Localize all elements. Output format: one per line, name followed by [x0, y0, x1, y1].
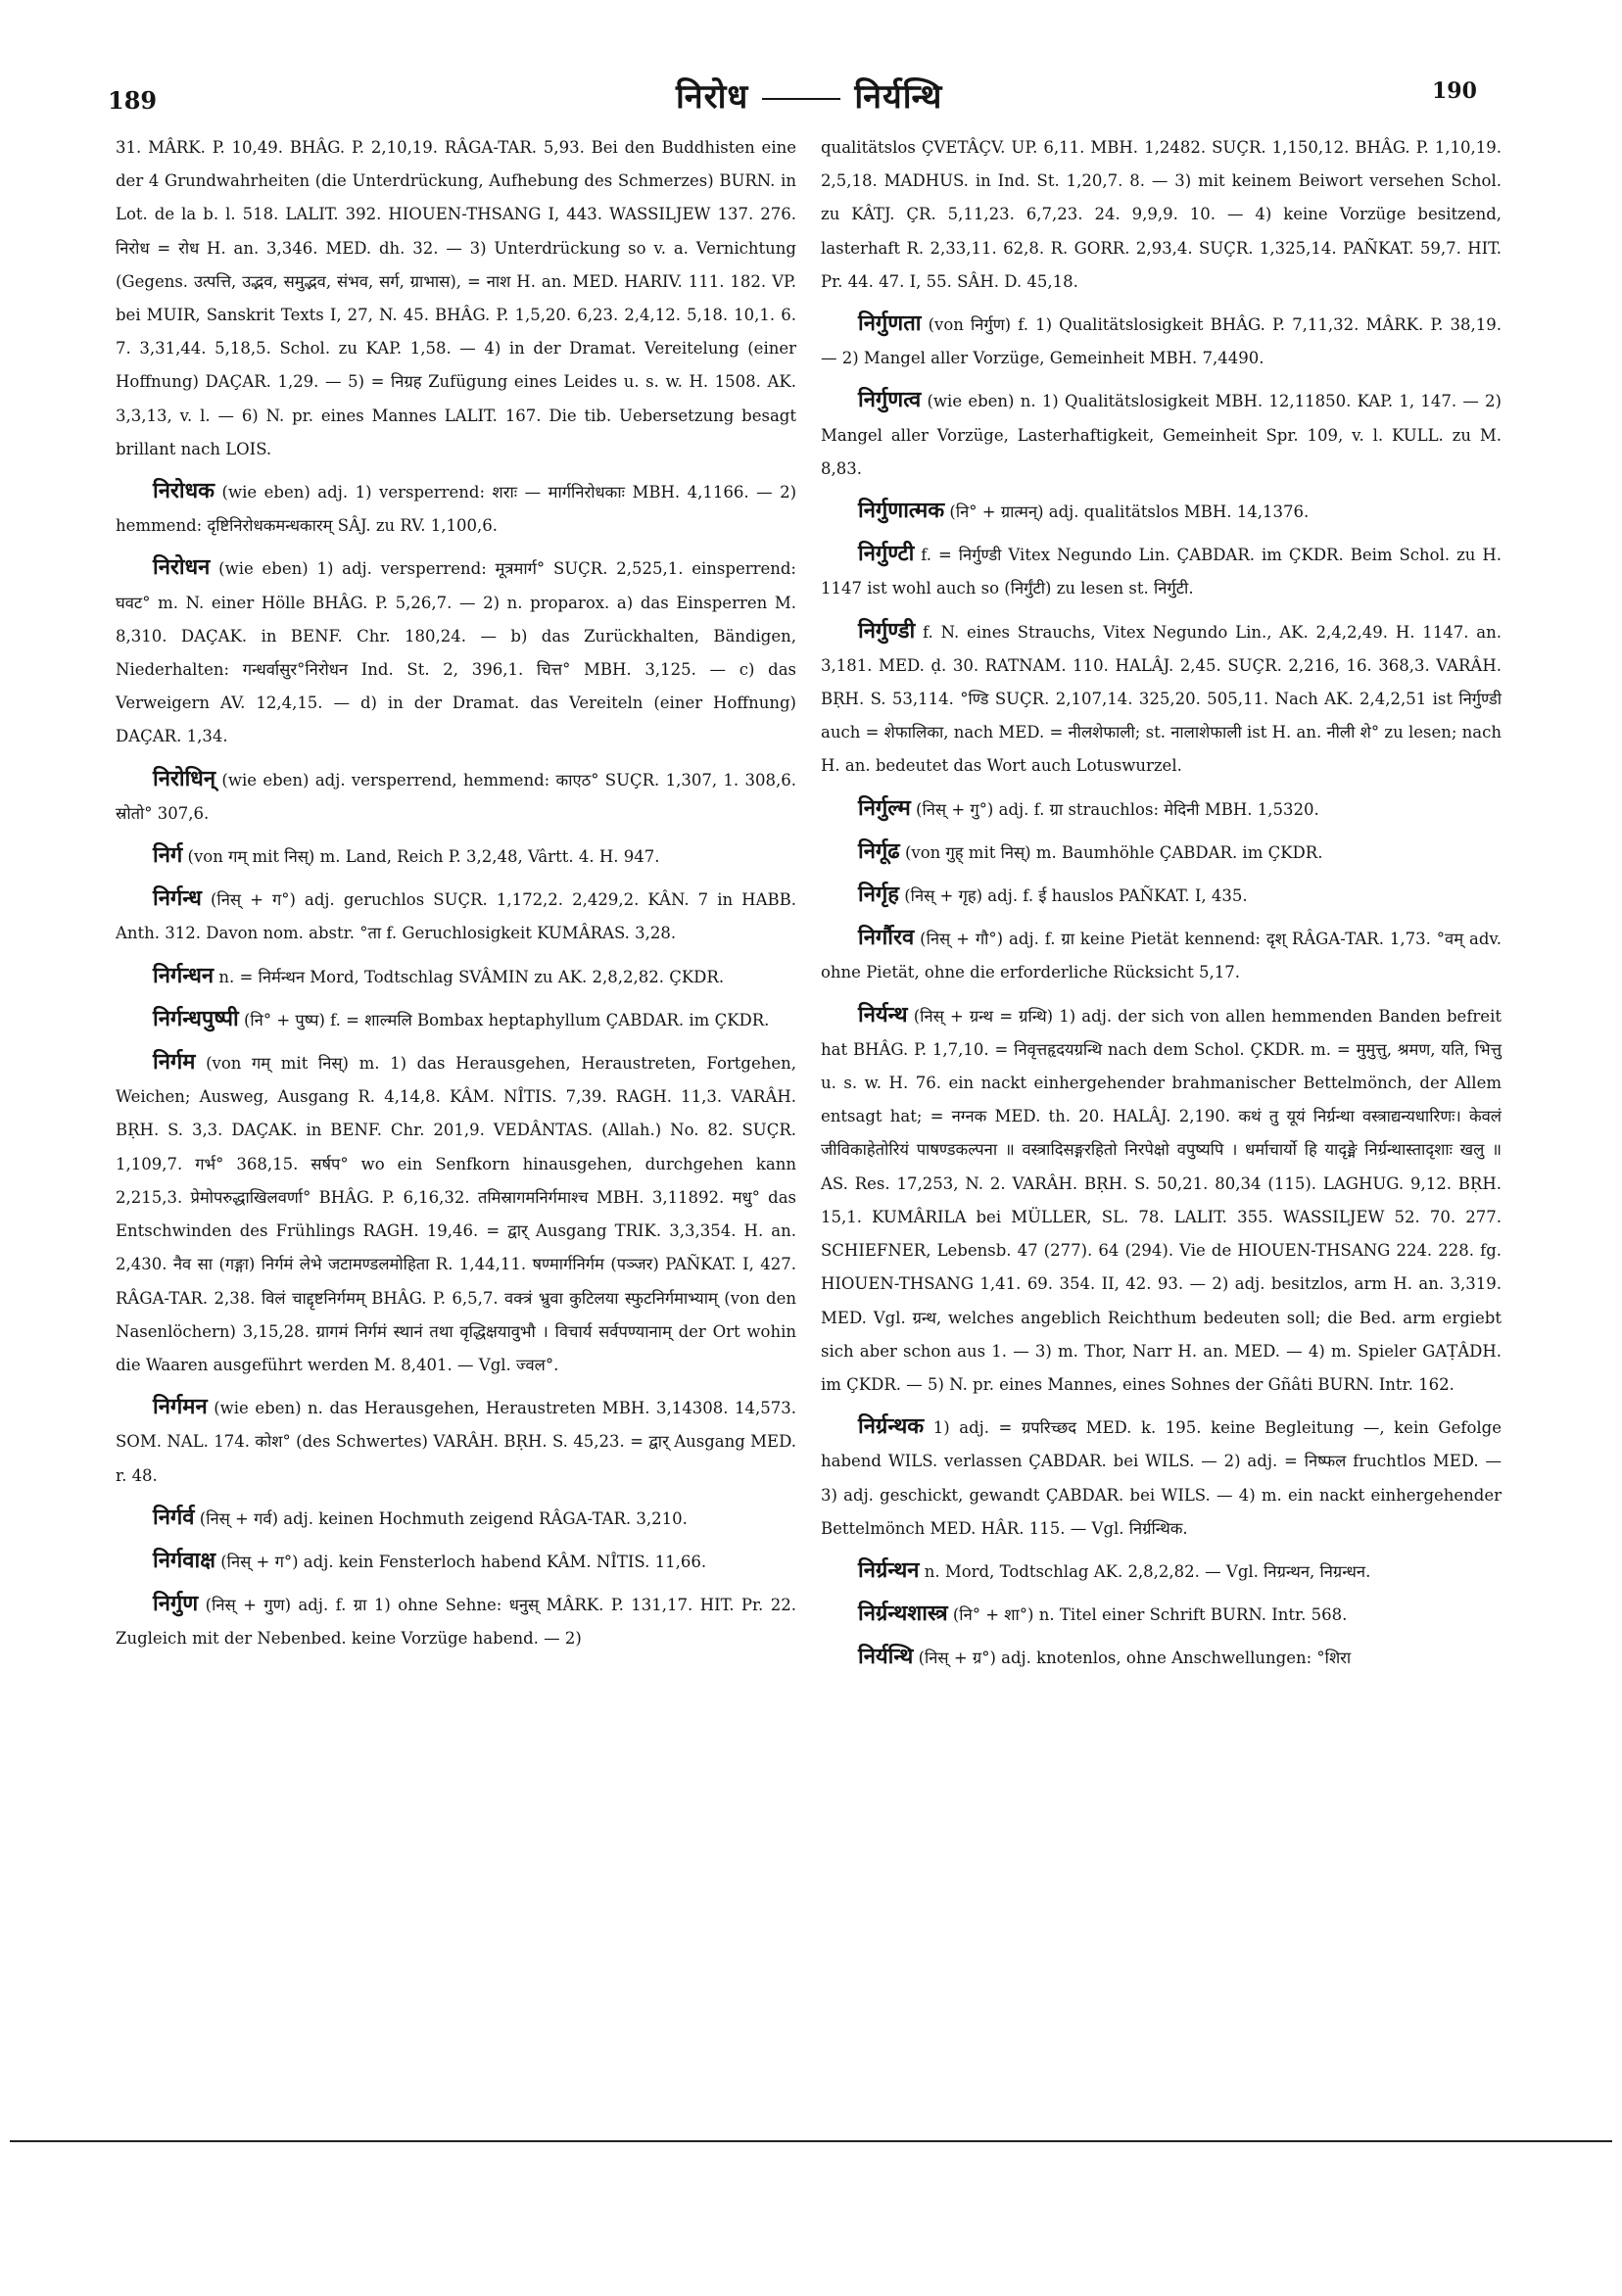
entry-headword: निर्ग — [153, 842, 183, 869]
dictionary-entry — [116, 474, 796, 543]
entry-headword: निर्गम — [153, 1049, 196, 1076]
right-column — [821, 131, 1502, 1684]
running-head-dash — [762, 98, 840, 100]
dictionary-entry — [821, 1410, 1502, 1546]
dictionary-entry — [116, 838, 796, 874]
entry-text: n. = निर्मन्थन Mord, Todtschlag SVÂMIN zu AK. 2,8,2,82. ÇKDR. — [218, 967, 725, 986]
entry-text: qualitätslos ÇVETÂÇV. UP. 6,11. MBH. 1,2482. SUÇR. 1,150,12. BHÂG. P. 1,10,19. 2,5,18. MADHUS. in Ind. St. 1,20,7. 8. — 3) mit keinem Beiwort versehen Schol. zu KÂTJ. ÇR. 5,11,23. 6,7,23. 24. 9,9,9. 10. — 4) keine Vorzüge besitzend, lasterhaft R. 2,33,11. 62,8. R. GORR. 2,93,4. SUÇR. 1,325,14. PAÑKAT. 59,7. HIT. Pr. 44. 47. I, 55. SÂH. D. 45,18. — [821, 138, 1502, 291]
entry-headword: निर्गुण्टी — [858, 541, 915, 567]
entry-text: (wie eben) adj. versperrend, hemmend: काएठ° SUÇR. 1,307, 1. 308,6. स्रोतो° 307,6. — [116, 770, 796, 823]
bottom-rule — [10, 2140, 1612, 2142]
entry-text: (von गुह् mit निस्) m. Baumhöhle ÇABDAR. im ÇKDR. — [904, 842, 1323, 862]
running-head-last: निर्यन्थि — [854, 77, 943, 117]
dictionary-entry — [116, 1045, 796, 1382]
dictionary-entry — [116, 550, 796, 753]
entry-text: (निस् + ग्र°) adj. knotenlos, ohne Anschwellungen: °शिरा — [918, 1649, 1352, 1668]
dictionary-entry — [821, 537, 1502, 605]
entry-headword: निर्गन्धन — [153, 962, 215, 988]
entry-text: (wie eben) adj. 1) versperrend: शराः — मार्गनिरोधकाः MBH. 4,1166. — 2) hemmend: दृष्टिनिरोधकमन्धकारम् SÂJ. zu RV. 1,100,6. — [116, 483, 797, 536]
entry-text: (नि° + शा°) n. Titel einer Schrift BURN. Intr. 568. — [952, 1605, 1348, 1625]
entry-text: (von निर्गुण) f. 1) Qualitätslosigkeit BHÂG. P. 7,11,32. MÂRK. P. 38,19. — 2) Mangel aller Vorzüge, Gemeinheit MBH. 7,4490. — [821, 315, 1502, 368]
entry-text: 1) adj. = ग्रपरिच्छद MED. k. 195. keine Begleitung —, kein Gefolge habend WILS. verlassen ÇABDAR. bei WILS. — 2) adj. = निष्फल fruchtlos MED. — 3) adj. geschickt, gewandt ÇABDAR. bei WILS. — 4) m. ein nackt einhergehender Bettelmönch MED. HÂR. 115. — Vgl. निर्ग्रन्थिक. — [821, 1418, 1503, 1538]
entry-headword: निर्गवाक्ष — [153, 1547, 215, 1573]
dictionary-entry — [116, 1002, 796, 1037]
dictionary-entry — [116, 1544, 796, 1579]
dictionary-entry — [116, 762, 796, 831]
entry-headword: निर्गुण्डी — [858, 617, 916, 644]
entry-headword: निर्गुण — [153, 1591, 199, 1617]
entry-text: n. Mord, Todtschlag AK. 2,8,2,82. — Vgl. निग्रन्थन, निग्रन्धन. — [924, 1561, 1371, 1581]
running-head-first: निरोध — [676, 77, 749, 117]
entry-text: (निस् + गु°) adj. f. ग्रा strauchlos: मेदिनी MBH. 1,5320. — [916, 799, 1319, 819]
entry-headword: निर्गमन — [153, 1394, 208, 1420]
dictionary-entry — [116, 1587, 796, 1655]
dictionary-entry — [116, 1501, 796, 1536]
entry-headword: निर्यन्थ — [858, 1001, 908, 1028]
left-column — [116, 131, 796, 1664]
entry-headword: निर्ग्रन्थन — [858, 1556, 920, 1583]
dictionary-entry — [821, 791, 1502, 827]
entry-text: (wie eben) n. 1) Qualitätslosigkeit MBH. 12,11850. KAP. 1, 147. — 2) Mangel aller Vorzüge, Lasterhaftigkeit, Gemeinheit Spr. 109, v. l. KULL. zu M. 8,83. — [821, 392, 1502, 478]
dictionary-entry — [821, 1640, 1502, 1675]
entry-text: (निस् + गृह) adj. f. ई hauslos PAÑKAT. I, 435. — [904, 886, 1248, 906]
entry-headword: निरोधिन् — [153, 765, 216, 791]
entry-headword: निर्गूढ — [858, 837, 900, 864]
entry-headword: निर्गन्धपुष्पी — [153, 1005, 239, 1031]
entry-text: (von गम् mit निस्) m. 1) das Herausgehen, Heraustreten, Fortgehen, Weichen; Ausweg, Ausgang R. 4,14,8. KÂM. NÎTIS. 7,39. RAGH. 11,3. VARÂH. BṚH. S. 3,3. DAÇAK. in BENF. Chr. 201,9. VEDÂNTAS. (Allah.) No. 82. SUÇR. 1,109,7. गर्भ° 368,15. सर्षप° wo ein Senfkorn hinausgehen, durchgehen kann 2,215,3. प्रेमोपरुद्धाखिलवर्णा° BHÂG. P. 6,16,32. तमिस्रागमनिर्गमाश्च MBH. 3,11892. मधु° das Entschwinden des Frühlings RAGH. 19,46. = द्वार् Ausgang TRIK. 3,3,354. H. an. 2,430. नैव सा (गङ्गा) निर्गमं लेभे जटामण्डलमोहिता R. 1,44,11. षण्मार्गनिर्गम (पञ्जर) PAÑKAT. I, 427. RÂGA-TAR. 2,38. विलं चाद्दृष्टनिर्गमम् BHÂG. P. 6,5,7. वक्त्रं भ्रुवा कुटिलया स्फुटनिर्गमाभ्याम् (von den Nasenlöchern) 3,15,28. ग्रागमं निर्गमं स्थानं तथा वृद्धिक्षयावुभौ । विचार्य सर्वपण्यानाम् der Ort wohin die Waaren ausgeführt werden M. 8,401. — Vgl. ज्वल°. — [116, 1054, 797, 1374]
dictionary-entry — [821, 998, 1502, 1402]
entry-text: (wie eben) n. das Herausgehen, Heraustreten MBH. 3,14308. 14,573. SOM. NAL. 174. कोश° (des Schwertes) VARÂH. BṚH. S. 45,23. = द्वार् Ausgang MED. r. 48. — [116, 1399, 796, 1485]
dictionary-entry — [821, 1597, 1502, 1632]
dictionary-entry — [821, 614, 1502, 784]
entry-headword: निर्ग्रन्थक — [858, 1413, 925, 1440]
page-number-left: 189 — [108, 86, 158, 115]
entry-text: (निस् + गुण) adj. f. ग्रा 1) ohne Sehne: धनुस् MÂRK. P. 131,17. HIT. Pr. 22. Zugleich mit der Nebenbed. keine Vorzüge habend. — 2) — [116, 1596, 796, 1649]
entry-text: 31. MÂRK. P. 10,49. BHÂG. P. 2,10,19. RÂGA-TAR. 5,93. Bei den Buddhisten eine der 4 Grundwahrheiten (die Unterdrückung, Aufhebung des Schmerzes) BURN. in Lot. de la b. l. 518. LALIT. 392. HIOUEN-THSANG I, 443. WASSILJEW 137. 276. निरोध = रोध H. an. 3,346. MED. dh. 32. — 3) Unterdrückung so v. a. Vernichtung (Gegens. उत्पत्ति, उद्भव, समुद्भव, संभव, सर्ग, ग्राभास), = नाश H. an. MED. HARIV. 111. 182. VP. bei MUIR, Sanskrit Texts I, 27, N. 45. BHÂG. P. 1,5,20. 6,23. 2,4,12. 5,18. 10,1. 6. 7. 3,31,44. 5,18,5. Schol. zu KAP. 1,58. — 4) in der Dramat. Vereitelung (einer Hoffnung) DAÇAR. 1,29. — 5) = निग्रह Zufügung eines Leides u. s. w. H. 1508. AK. 3,3,13, v. l. — 6) N. pr. eines Mannes LALIT. 167. Die tib. Uebersetzung besagt brillant nach LOIS. — [116, 138, 796, 458]
continued-text — [821, 131, 1502, 299]
dictionary-entry — [821, 921, 1502, 989]
running-head — [676, 72, 942, 118]
dictionary-entry — [821, 1554, 1502, 1589]
entry-headword: निर्गुणता — [858, 311, 922, 337]
entry-text: (नि° + पुष्प) f. = शाल्मलि Bombax heptaphyllum ÇABDAR. im ÇKDR. — [243, 1010, 770, 1029]
entry-text: (निस् + ग°) adj. kein Fensterloch habend KÂM. NÎTIS. 11,66. — [220, 1552, 707, 1571]
page-number-right: 190 — [1432, 78, 1477, 104]
dictionary-entry — [116, 959, 796, 994]
entry-text: f. N. eines Strauchs, Vitex Negundo Lin., AK. 2,4,2,49. H. 1147. an. 3,181. MED. ḍ. 30. RATNAM. 110. HALÂJ. 2,45. SUÇR. 2,216, 16. 368,3. VARÂH. BṚH. S. 53,114. °ण्डि SUÇR. 2,107,14. 325,20. 505,11. Nach AK. 2,4,2,51 ist निर्गुण्डी auch = शेफालिका, nach MED. = नीलशेफाली; st. नालाशेफाली ist H. an. नीली शे° zu lesen; nach H. an. bedeutet das Wort auch Lotuswurzel. — [821, 622, 1503, 776]
entry-text: (नि° + ग्रात्मन्) adj. qualitätslos MBH. 14,1376. — [949, 502, 1310, 522]
continued-text — [116, 131, 796, 466]
entry-headword: निर्गुल्म — [858, 794, 911, 821]
dictionary-entry — [821, 878, 1502, 913]
dictionary-entry — [821, 494, 1502, 529]
entry-text: (wie eben) 1) adj. versperrend: मूत्रमार्ग° SUÇR. 2,525,1. einsperrend: घवट° m. N. einer Hölle BHÂG. P. 5,26,7. — 2) n. proparox. a) das Einsperren M. 8,310. DAÇAK. in BENF. Chr. 180,24. — b) das Zurückhalten, Bändigen, Niederhalten: गन्धर्वासुर°निरोधन Ind. St. 2, 396,1. चित्त° MBH. 3,125. — c) das Verweigern AV. 12,4,15. — d) in der Dramat. das Vereiteln (einer Hoffnung) DAÇAR. 1,34. — [116, 559, 796, 746]
entry-headword: निरोधक — [153, 478, 215, 504]
entry-headword: निर्गृह — [858, 882, 899, 908]
entry-headword: निर्यन्थि — [858, 1644, 914, 1670]
entry-headword: निरोधन — [153, 554, 211, 581]
entry-text: f. = निर्गुण्डी Vitex Negundo Lin. ÇABDAR. im ÇKDR. Beim Schol. zu H. 1147 ist wohl auch so (निर्गुंटी) zu lesen st. निर्गुटी. — [821, 546, 1502, 598]
entry-headword: निर्ग्रन्थशास्त्र — [858, 1601, 948, 1627]
entry-text: (निस् + गौ°) adj. f. ग्रा keine Pietät kennend: दृश् RÂGA-TAR. 1,73. °वम् adv. ohne Pietät, ohne die erforderliche Rücksicht 5,17. — [821, 930, 1502, 982]
entry-text: (निस् + ग्रन्थ = ग्रन्थि) 1) adj. der sich von allen hemmenden Banden befreit hat BHÂG. P. 1,7,10. = निवृत्तहृदयग्रन्थि nach dem Schol. ÇKDR. m. = मुमुत्तु, श्रमण, यति, भित्तु u. s. w. H. 76. ein nackt einhergehender brahmanischer Bettelmönch, der Allem entsagt hat; = नग्नक MED. th. 20. HALÂJ. 2,190. कथं तु यूयं निर्ग्रन्था वस्त्राद्यन्यधारिणः। केवलं जीविकाहेतोरियं पाषण्डकल्पना ॥ वस्त्रादिसङ्गरहितो निरपेक्षो वपुष्यपि । धर्माचार्यो हि यादृङ्मे निर्ग्रन्थास्तादृशाः खलु ॥ AS. Res. 17,253, N. 2. VARÂH. BṚH. S. 50,21. 80,34 (115). LAGHUG. 9,12. BṚH. 15,1. KUMÂRILA bei MÜLLER, SL. 78. LALIT. 355. WASSILJEW 52. 70. 277. SCHIEFNER, Lebensb. 47 (277). 64 (294). Vie de HIOUEN-THSANG 224. 228. fg. HIOUEN-THSANG 1,41. 69. 354. II, 42. 93. — 2) adj. besitzlos, arm H. an. 3,319. MED. Vgl. ग्रन्थ, welches angeblich Reichthum bedeuten soll; die Bed. arm ergiebt sich aber schon aus 1. — 3) m. Thor, Narr H. an. MED. — 4) m. Spieler GAṬÂDH. im ÇKDR. — 5) N. pr. eines Mannes, eines Sohnes der Gñâti BURN. Intr. 162. — [821, 1006, 1502, 1394]
dictionary-entry — [821, 307, 1502, 375]
dictionary-entry — [821, 383, 1502, 486]
entry-headword: निर्गन्ध — [153, 885, 202, 912]
entry-headword: निर्गर्व — [153, 1504, 195, 1530]
dictionary-entry — [821, 835, 1502, 870]
entry-text: (निस् + गर्व) adj. keinen Hochmuth zeigend RÂGA-TAR. 3,210. — [199, 1508, 688, 1528]
dictionary-entry — [116, 1390, 796, 1493]
entry-text: (von गम् mit निस्) m. Land, Reich P. 3,2,48, Vârtt. 4. H. 947. — [187, 847, 660, 867]
entry-headword: निर्गौरव — [858, 925, 915, 951]
entry-headword: निर्गुणत्व — [858, 387, 922, 413]
entry-headword: निर्गुणात्मक — [858, 498, 945, 524]
dictionary-entry — [116, 882, 796, 950]
entry-text: (निस् + ग°) adj. geruchlos SUÇR. 1,172,2. 2,429,2. KÂN. 7 in HABB. Anth. 312. Davon nom. abstr. °ता f. Geruchlosigkeit KUMÂRAS. 3,28. — [116, 890, 796, 943]
